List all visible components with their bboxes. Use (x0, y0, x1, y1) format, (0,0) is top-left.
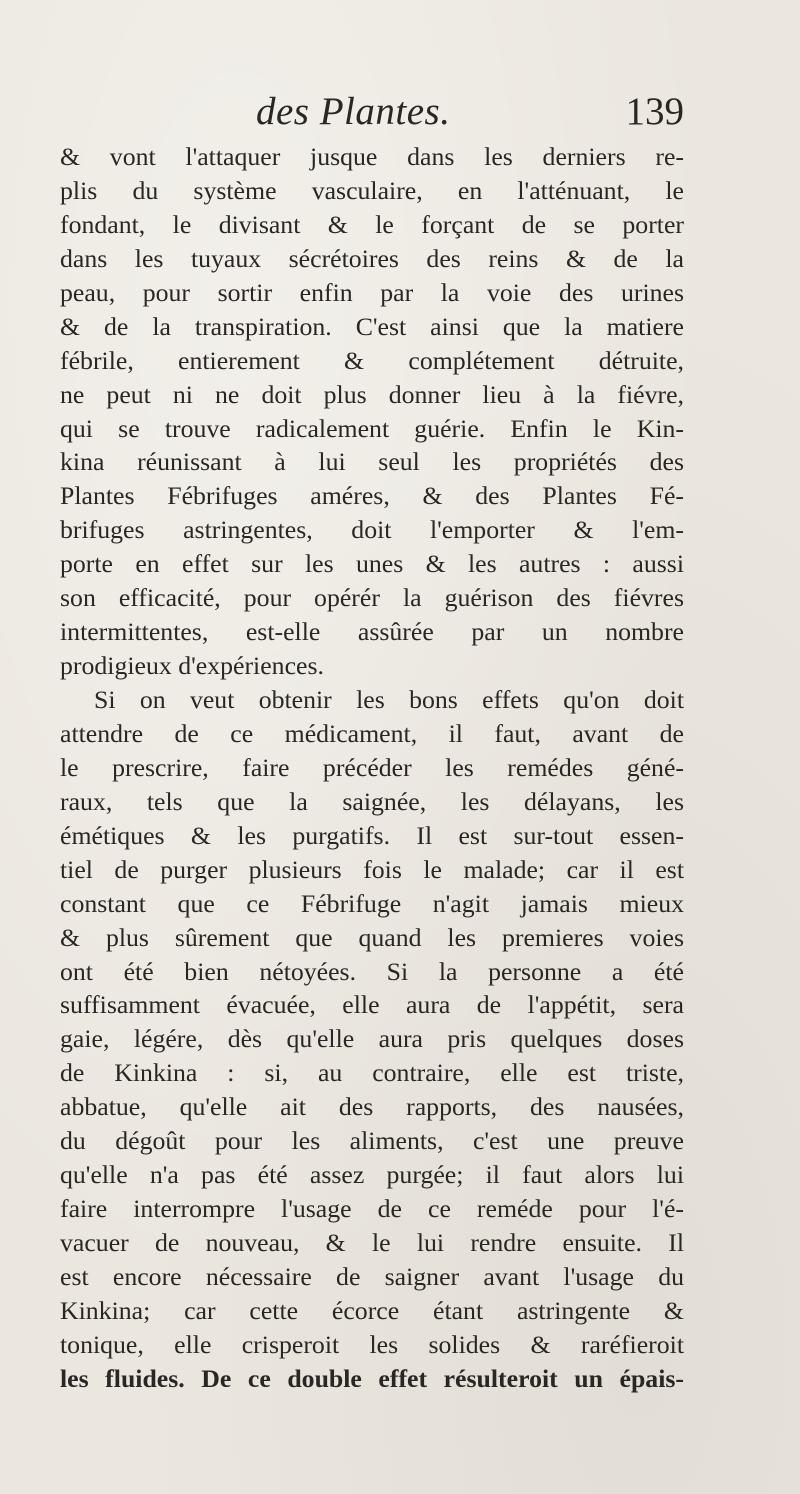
text-line: kina réunissant à lui seul les propriétés des (60, 447, 684, 477)
text-line: ont été bien nétoyées. Si la personne a été (60, 956, 684, 986)
text-line: peau, pour sortir enfin par la voie des urines (60, 277, 684, 307)
text-line: raux, tels que la saignée, les délayans, les (60, 786, 684, 816)
text-line: le prescrire, faire précéder les remédes géné- (60, 752, 684, 782)
text-line: est encore nécessaire de saigner avant l'usage du (60, 1261, 684, 1291)
text-line: fébrile, entierement & complétement détruite, (60, 345, 684, 375)
text-line: Plantes Fébrifuges améres, & des Plantes Fé- (60, 481, 684, 511)
text-line: vacuer de nouveau, & le lui rendre ensuite. Il (60, 1228, 684, 1257)
page-header (60, 86, 684, 138)
text-line: Kinkina; car cette écorce étant astringente & (60, 1295, 684, 1325)
text-line: porte en effet sur les unes & les autres : aussi (60, 549, 684, 579)
page-number: 139 (625, 90, 684, 133)
text-line: constant que ce Fébrifuge n'agit jamais mieux (60, 888, 684, 918)
paragraph-start-line: Si on veut obtenir les bons effets qu'on doit (94, 685, 684, 714)
text-line: brifuges astringentes, doit l'emporter & l'em- (60, 515, 684, 545)
text-line: dans les tuyaux sécrétoires des reins & de la (60, 243, 684, 273)
paragraph-end-line: prodigieux d'expériences. (60, 651, 324, 681)
text-line: du dégoût pour les aliments, c'est une preuve (60, 1126, 684, 1156)
text-line: ne peut ni ne doit plus donner lieu à la fiévre, (60, 379, 684, 409)
text-line: qui se trouve radicalement guérie. Enfin le Kin- (60, 413, 684, 443)
text-line: attendre de ce médicament, il faut, avant de (60, 718, 684, 748)
body-text (60, 140, 684, 1396)
text-line: son efficacité, pour opérér la guérison des fiévres (60, 583, 684, 613)
running-title: des Plantes. (256, 90, 451, 133)
text-line: plis du système vasculaire, en l'atténuant, le (60, 175, 684, 205)
text-line: de Kinkina : si, au contraire, elle est triste, (60, 1058, 684, 1088)
text-line: & vont l'attaquer jusque dans les derniers re- (60, 142, 684, 171)
text-line: suffisamment évacuée, elle aura de l'appétit, sera (60, 990, 684, 1020)
text-line: & de la transpiration. C'est ainsi que la matiere (60, 311, 684, 341)
text-line: qu'elle n'a pas été assez purgée; il faut alors lui (60, 1160, 684, 1190)
text-line: fondant, le divisant & le forçant de se porter (60, 209, 684, 239)
text-line: intermittentes, est-elle assûrée par un nombre (60, 617, 684, 647)
text-line: tonique, elle crisperoit les solides & raréfieroit (60, 1329, 684, 1359)
text-line: abbatue, qu'elle ait des rapports, des nausées, (60, 1092, 684, 1122)
text-line: les fluides. De ce double effet résulteroit un épais- (60, 1363, 684, 1393)
text-line: & plus sûrement que quand les premieres voies (60, 922, 684, 952)
text-line: faire interrompre l'usage de ce reméde pour l'é- (60, 1194, 684, 1224)
text-line: tiel de purger plusieurs fois le malade; car il est (60, 854, 684, 884)
text-line: émétiques & les purgatifs. Il est sur-tout essen- (60, 820, 684, 850)
text-line: gaie, légére, dès qu'elle aura pris quelques doses (60, 1024, 684, 1054)
